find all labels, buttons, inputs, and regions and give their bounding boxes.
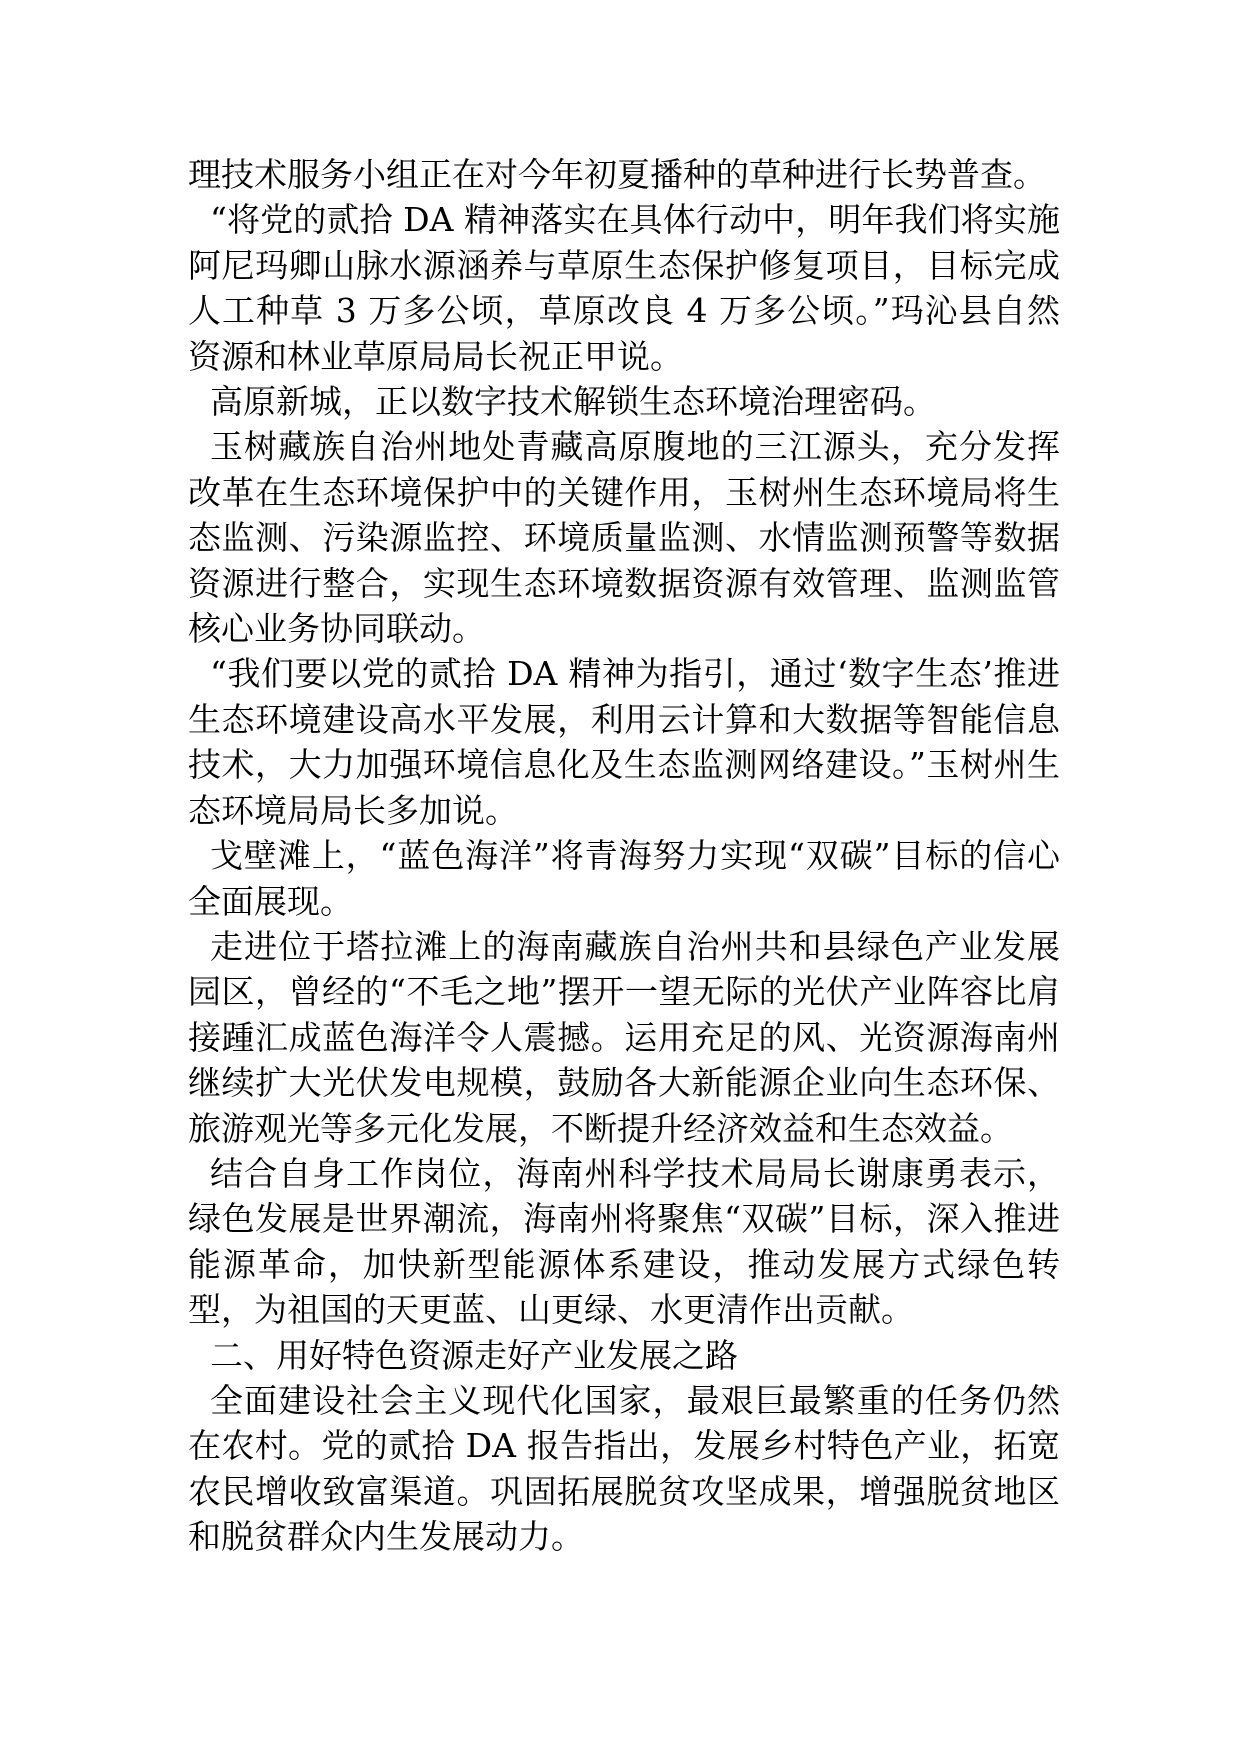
- paragraph-10: 全面建设社会主义现代化国家，最艰巨最繁重的任务仍然在农村。党的贰拾 DA 报告指出，发展乡村特色产业，拓宽农民增收致富渠道。巩固拓展脱贫攻坚成果，增强脱贫地区和脱贫群众内生发展动力。: [188, 1380, 1060, 1557]
- document-body: [188, 152, 1060, 1560]
- paragraph-2: “将党的贰拾 DA 精神落实在具体行动中，明年我们将实施阿尼玛卿山脉水源涵养与草原生态保护修复项目，目标完成人工种草 3 万多公顷，草原改良 4 万多公顷。”玛沁县自然资源和林业草原局局长祝正甲说。: [188, 200, 1060, 376]
- paragraph-6: 戈壁滩上，“蓝色海洋”将青海努力实现“双碳”目标的信心全面展现。: [188, 836, 1060, 921]
- paragraph-3: 高原新城，正以数字技术解锁生态环境治理密码。: [210, 382, 936, 422]
- paragraph-4: 玉树藏族自治州地处青藏高原腹地的三江源头，充分发挥改革在生态环境保护中的关键作用，玉树州生态环境局将生态监测、污染源监控、环境质量监测、水情监测预警等数据资源进行整合，实现生态环境数据资源有效管理、监测监管核心业务协同联动。: [188, 427, 1060, 649]
- paragraph-1: 理技术服务小组正在对今年初夏播种的草种进行长势普查。: [188, 155, 1046, 194]
- paragraph-5: “我们要以党的贰拾 DA 精神为指引，通过‘数字生态’推进生态环境建设高水平发展，利用云计算和大数据等智能信息技术，大力加强环境信息化及生态监测网络建设。”玉树州生态环境局局长多加说。: [188, 654, 1060, 830]
- paragraph-8: 结合自身工作岗位，海南州科学技术局局长谢康勇表示，绿色发展是世界潮流，海南州将聚焦“双碳”目标，深入推进能源革命，加快新型能源体系建设，推动发展方式绿色转型，为祖国的天更蓝、山更绿、水更清作出贡献。: [188, 1153, 1060, 1330]
- section-heading: 二、用好特色资源走好产业发展之路: [210, 1335, 738, 1375]
- paragraph-7: 走进位于塔拉滩上的海南藏族自治州共和县绿色产业发展园区，曾经的“不毛之地”摆开一望无际的光伏产业阵容比肩接踵汇成蓝色海洋令人震撼。运用充足的风、光资源海南州继续扩大光伏发电规模，鼓励各大新能源企业向生态环保、旅游观光等多元化发展，不断提升经济效益和生态效益。: [188, 926, 1060, 1148]
